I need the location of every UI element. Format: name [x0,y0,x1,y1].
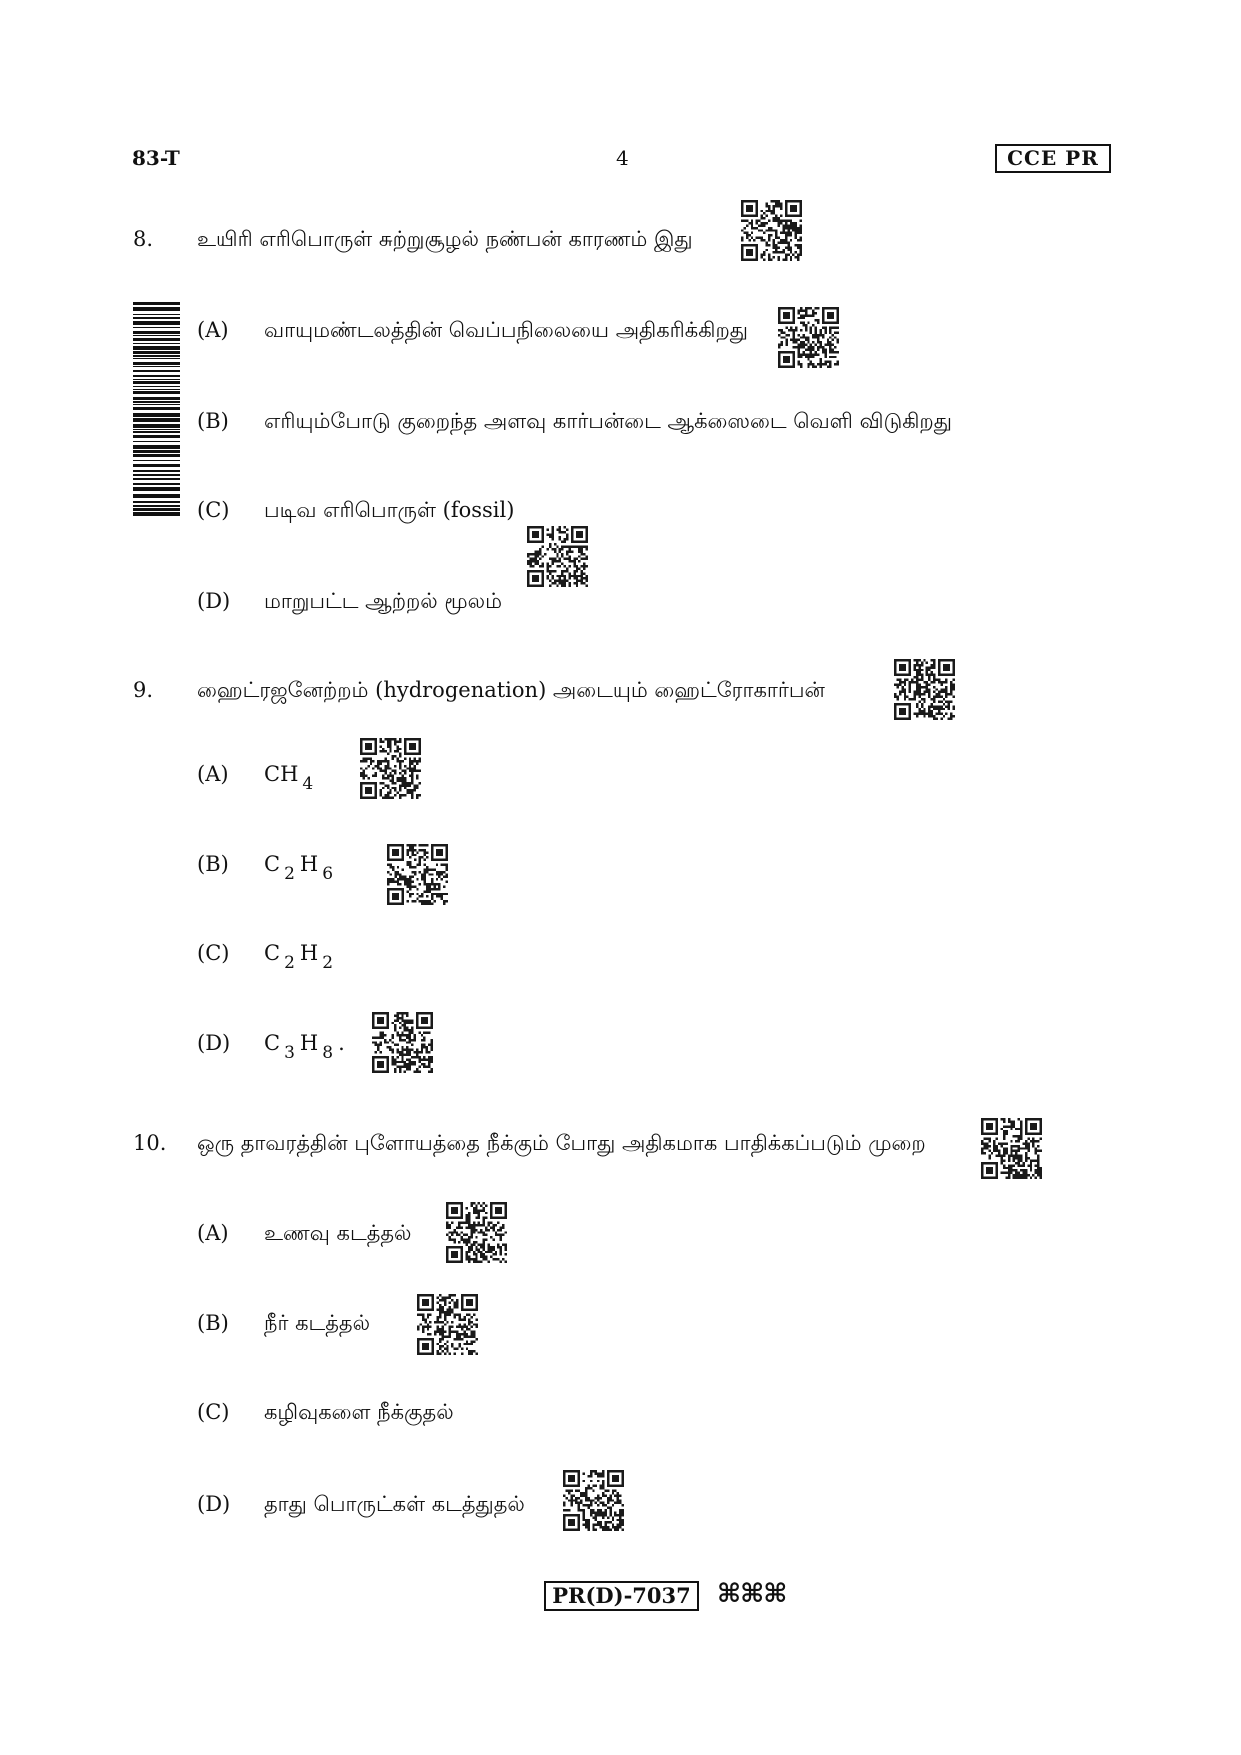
cce-pr-badge: CCE PR [995,144,1111,173]
option-text: கழிவுகளை நீக்குதல் [264,1400,454,1424]
option-text: தாது பொருட்கள் கடத்துதல் [264,1492,525,1516]
option-c [197,939,1077,973]
option-d [197,587,1077,615]
question-text: ஹைட்ரஜனேற்றம் (hydrogenation) அடையும் ஹைட்ரோகார்பன் [197,678,825,702]
chemical-formula [264,760,318,794]
qr-code-icon [778,307,839,368]
option-label: (C) [197,941,230,965]
question-number: 8. [133,227,154,251]
formula-symbol: C [264,852,281,876]
qr-code-icon [563,1470,624,1531]
question-text: உயிரி எரிபொருள் சுற்றுசூழல் நண்பன் காரணம் இது [197,227,693,251]
option-d [197,1029,1077,1063]
chemical-formula [264,939,338,973]
option-label: (A) [197,762,229,786]
option-a [197,760,1077,794]
qr-code-icon [446,1202,507,1263]
formula-subscript: 2 [322,953,334,973]
option-c [197,1398,1077,1426]
qr-code-icon [387,844,448,905]
option-label: (C) [197,498,230,522]
formula-symbol: H [299,852,319,876]
formula-subscript: 2 [284,953,295,973]
qr-code-icon [981,1118,1042,1179]
option-c [197,496,1077,524]
question-number: 10. [133,1131,167,1155]
qr-code-icon [527,526,588,587]
option-text: மாறுபட்ட ஆற்றல் மூலம் [264,589,502,613]
page-number: 4 [616,146,629,170]
barcode-icon [133,302,180,519]
formula-subscript: 2 [284,864,295,884]
paper-code: 83-T [132,146,180,170]
qr-code-icon [894,659,955,720]
option-text: எரியும்போடு குறைந்த அளவு கார்பன்டை ஆக்ஸைடை வெளி விடுகிறது [264,409,952,433]
formula-period: . [338,1031,345,1055]
formula-symbol: C [264,941,281,965]
option-label: (C) [197,1400,230,1424]
paper-series-code: PR(D)-7037 [544,1581,699,1611]
formula-symbol: H [299,941,319,965]
chemical-formula [264,850,338,884]
formula-subscript: 3 [284,1043,295,1063]
option-a [197,316,1077,344]
formula-subscript: 4 [302,774,314,794]
qr-code-icon [360,738,421,799]
option-a [197,1219,1077,1247]
option-label: (B) [197,1311,229,1335]
option-label: (B) [197,409,229,433]
chemical-formula [264,1029,345,1063]
ornament-icon: ⌘⌘⌘ [717,1579,787,1609]
option-label: (D) [197,1031,231,1055]
option-label: (B) [197,852,229,876]
formula-subscript: 8 [322,1043,334,1063]
option-b [197,1309,1077,1337]
formula-subscript: 6 [322,864,334,884]
formula-symbol: C [264,1031,281,1055]
option-text: நீர் கடத்தல் [264,1311,371,1335]
option-d [197,1490,1077,1518]
formula-symbol: CH [264,762,299,786]
option-label: (D) [197,589,231,613]
option-label: (A) [197,1221,229,1245]
option-text: உணவு கடத்தல் [264,1221,412,1245]
option-b [197,850,1077,884]
qr-code-icon [417,1294,478,1355]
option-label: (A) [197,318,229,342]
option-text: படிவ எரிபொருள் (fossil) [264,498,515,522]
qr-code-icon [741,200,802,261]
question-text: ஒரு தாவரத்தின் புளோயத்தை நீக்கும் போது அதிகமாக பாதிக்கப்படும் முறை [197,1131,926,1155]
question-number: 9. [133,678,154,702]
option-label: (D) [197,1492,231,1516]
option-b [197,407,1077,435]
qr-code-icon [372,1012,433,1073]
option-text: வாயுமண்டலத்தின் வெப்பநிலையை அதிகரிக்கிறது [264,318,748,342]
formula-symbol: H [299,1031,319,1055]
